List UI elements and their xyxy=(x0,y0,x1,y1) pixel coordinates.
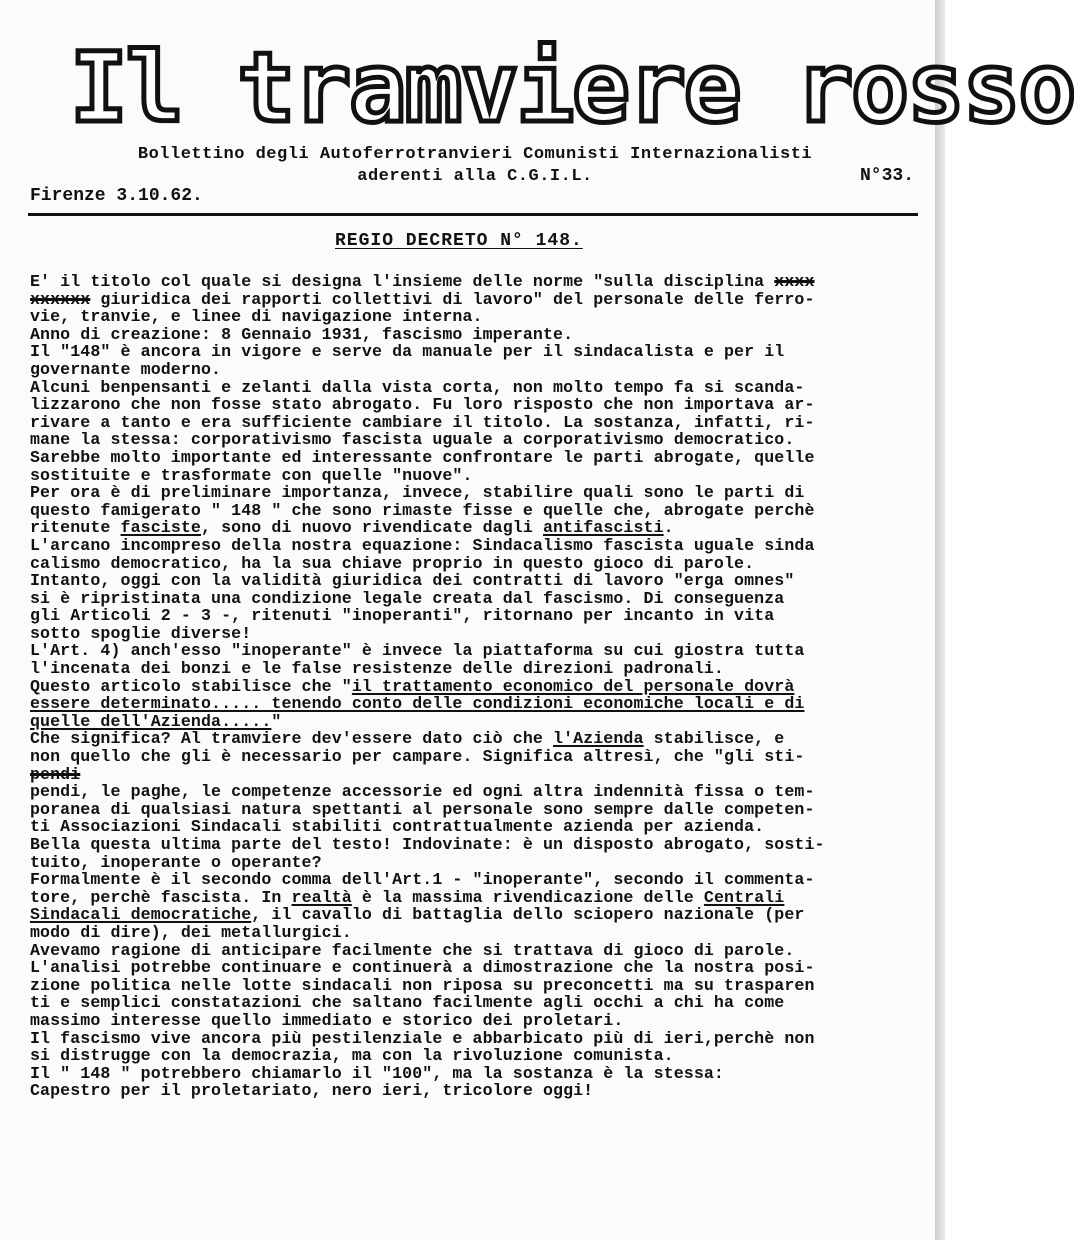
text-line xyxy=(30,801,910,819)
text-line xyxy=(30,555,910,573)
struck-out-text: pendi xyxy=(30,764,81,784)
text-line xyxy=(30,414,910,432)
text-line xyxy=(30,1065,910,1083)
text-segment: massimo interesse quello immediato e storico dei proletari. xyxy=(30,1010,624,1030)
text-segment: Che significa? Al tramviere dev'essere dato ciò che xyxy=(30,729,554,749)
text-segment: Il fascismo vive ancora più pestilenziale e abbarbicato più di ieri,perchè non xyxy=(30,1028,815,1048)
text-line xyxy=(30,519,910,537)
text-segment: L'analisi potrebbe continuare e continuerà a dimostrazione che la nostra posi- xyxy=(30,958,815,978)
text-segment: vie, tranvie, e linee di navigazione interna. xyxy=(30,307,483,327)
text-segment: sostituite e trasformate con quelle "nuove". xyxy=(30,465,473,485)
text-line xyxy=(30,713,910,731)
text-line xyxy=(30,748,910,766)
text-line xyxy=(30,308,910,326)
text-line xyxy=(30,854,910,872)
text-segment: governante moderno. xyxy=(30,359,222,379)
text-line xyxy=(30,361,910,379)
text-line xyxy=(30,1082,910,1100)
text-segment: Avevamo ragione di anticipare facilmente che si trattava di gioco di parole. xyxy=(30,940,795,960)
text-line xyxy=(30,871,910,889)
underlined-text: Sindacali democratiche xyxy=(30,905,252,925)
text-line xyxy=(30,783,910,801)
text-segment: è la massima rivendicazione delle xyxy=(351,887,704,907)
text-line xyxy=(30,607,910,625)
text-segment: Anno di creazione: 8 Gennaio 1931, fascismo imperante. xyxy=(30,324,574,344)
text-line xyxy=(30,889,910,907)
underlined-text: fasciste xyxy=(120,518,201,538)
underlined-text: realtà xyxy=(291,887,352,907)
text-segment: E' il titolo col quale si designa l'insieme delle norme "sulla disciplina xyxy=(30,272,775,291)
text-segment: sotto spoglie diverse! xyxy=(30,623,252,643)
text-segment: Il "148" è ancora in vigore e serve da manuale per il sindacalista e per il xyxy=(30,342,785,362)
text-line xyxy=(30,942,910,960)
text-line xyxy=(30,678,910,696)
text-line xyxy=(30,467,910,485)
article-body xyxy=(30,273,910,1100)
text-segment: stabilisce, e xyxy=(643,729,785,749)
text-segment: Per ora è di preliminare importanza, invece, stabilire quali sono le parti di xyxy=(30,483,805,503)
text-segment: poranea di qualsiasi natura spettanti al personale sono sempre dalle competen- xyxy=(30,799,815,819)
text-line xyxy=(30,396,910,414)
issue-number: N°33. xyxy=(860,166,915,186)
page-edge-shadow xyxy=(935,0,945,1240)
text-segment: , il cavallo di battaglia dello sciopero nazionale (per xyxy=(251,905,805,925)
text-segment: L'arcano incompreso della nostra equazione: Sindacalismo fascista uguale sinda xyxy=(30,535,815,555)
text-segment: gli Articoli 2 - 3 -, ritenuti "inoperanti", ritornano per incanto in vita xyxy=(30,606,775,626)
text-segment: modo di dire), dei metallurgici. xyxy=(30,922,352,942)
text-segment: Bella questa ultima parte del testo! Indovinate: è un disposto abrogato, sosti- xyxy=(30,835,825,854)
text-line xyxy=(30,924,910,942)
subtitle-line-2: aderenti alla C.G.I.L. xyxy=(357,167,593,186)
underlined-text: quelle dell'Azienda..... xyxy=(30,711,272,731)
text-segment: calismo democratico, ha la sua chiave proprio in questo gioco di parole. xyxy=(30,553,755,573)
text-line xyxy=(30,273,910,291)
text-line xyxy=(30,291,910,309)
text-segment: si è ripristinata una condizione legale creata dal fascismo. Di conseguenza xyxy=(30,588,785,608)
text-line xyxy=(30,1030,910,1048)
text-segment: " xyxy=(271,711,282,731)
text-segment: Il " 148 " potrebbero chiamarlo il "100", ma la sostanza è la stessa: xyxy=(30,1063,724,1083)
text-segment: zione politica nelle lotte sindacali non riposa su preconcetti ma su trasparen xyxy=(30,975,815,995)
text-segment: Capestro per il proletariato, nero ieri, tricolore oggi! xyxy=(30,1081,594,1101)
underlined-text: essere determinato..... tenendo conto delle condizioni economiche locali e di xyxy=(30,694,805,714)
article-heading: REGIO DECRETO N° 148. xyxy=(335,231,583,251)
text-line xyxy=(30,959,910,977)
header-rule xyxy=(28,213,918,216)
underlined-text: il trattamento economico del personale dovrà xyxy=(351,676,795,696)
text-line xyxy=(30,766,910,784)
text-segment: rivare a tanto e era sufficiente cambiare il titolo. La sostanza, infatti, ri- xyxy=(30,412,815,432)
text-segment: Sarebbe molto importante ed interessante confrontare le parti abrogate, quelle xyxy=(30,447,815,467)
text-line xyxy=(30,642,910,660)
masthead-title xyxy=(70,32,1074,144)
text-segment: mane la stessa: corporativismo fascista uguale a corporativismo democratico. xyxy=(30,430,795,450)
text-line xyxy=(30,431,910,449)
text-segment: tuito, inoperante o operante? xyxy=(30,852,322,872)
text-line xyxy=(30,590,910,608)
masthead-text: Il tramviere rosso xyxy=(70,32,1074,144)
text-segment: Intanto, oggi con la validità giuridica dei contratti di lavoro "erga omnes" xyxy=(30,571,795,591)
subtitle-line-1: Bollettino degli Autoferrotranvieri Comunisti Internazionalisti xyxy=(137,145,813,164)
text-line xyxy=(30,625,910,643)
text-segment: si distrugge con la democrazia, ma con la rivoluzione comunista. xyxy=(30,1046,674,1066)
text-line xyxy=(30,326,910,344)
text-segment: Formalmente è il secondo comma dell'Art.1 - "inoperante", secondo il commenta- xyxy=(30,870,815,890)
text-line xyxy=(30,343,910,361)
text-line xyxy=(30,1047,910,1065)
text-line xyxy=(30,836,910,854)
text-segment: pendi, le paghe, le competenze accessorie ed ogni altra indennità fissa o tem- xyxy=(30,782,815,802)
subtitle xyxy=(105,144,845,188)
text-segment: giuridica dei rapporti collettivi di lavoro" del personale delle ferro- xyxy=(90,289,815,309)
underlined-text: antifascisti xyxy=(542,518,664,538)
text-line xyxy=(30,977,910,995)
text-segment: questo famigerato " 148 " che sono rimaste fisse e quelle che, abrogate perchè xyxy=(30,500,815,520)
text-line xyxy=(30,449,910,467)
text-segment: non quello che gli è necessario per campare. Significa altresì, che "gli sti- xyxy=(30,747,805,767)
text-line xyxy=(30,695,910,713)
text-segment: ti Associazioni Sindacali stabiliti contrattualmente azienda per azienda. xyxy=(30,817,765,837)
text-segment: l'incenata dei bonzi e le false resistenze delle direzioni padronali. xyxy=(30,659,724,679)
text-segment: , sono di nuovo rivendicate dagli xyxy=(201,518,543,538)
text-line xyxy=(30,818,910,836)
text-line xyxy=(30,484,910,502)
text-segment: Questo articolo stabilisce che " xyxy=(30,676,352,696)
struck-out-text: xxxx xyxy=(774,272,815,291)
text-segment: ti e semplici constatazioni che saltano facilmente agli occhi a chi ha come xyxy=(30,993,785,1013)
text-line xyxy=(30,572,910,590)
text-line xyxy=(30,730,910,748)
text-line xyxy=(30,502,910,520)
text-segment: Alcuni benpensanti e zelanti dalla vista corta, non molto tempo fa si scanda- xyxy=(30,377,805,397)
place-and-date: Firenze 3.10.62. xyxy=(30,186,203,206)
text-segment: L'Art. 4) anch'esso "inoperante" è invece la piattaforma su cui giostra tutta xyxy=(30,641,805,661)
text-line xyxy=(30,1012,910,1030)
text-segment: . xyxy=(663,518,674,538)
underlined-text: Centrali xyxy=(703,887,785,907)
text-segment: tore, perchè fascista. In xyxy=(30,887,292,907)
text-line xyxy=(30,379,910,397)
text-segment: ritenute xyxy=(30,518,121,538)
text-line xyxy=(30,660,910,678)
text-line xyxy=(30,906,910,924)
text-line xyxy=(30,537,910,555)
text-line xyxy=(30,994,910,1012)
underlined-text: l'Azienda xyxy=(553,729,644,749)
text-segment: lizzarono che non fosse stato abrogato. Fu loro risposto che non importava ar- xyxy=(30,395,815,415)
struck-out-text: xxxxxx xyxy=(30,289,91,309)
